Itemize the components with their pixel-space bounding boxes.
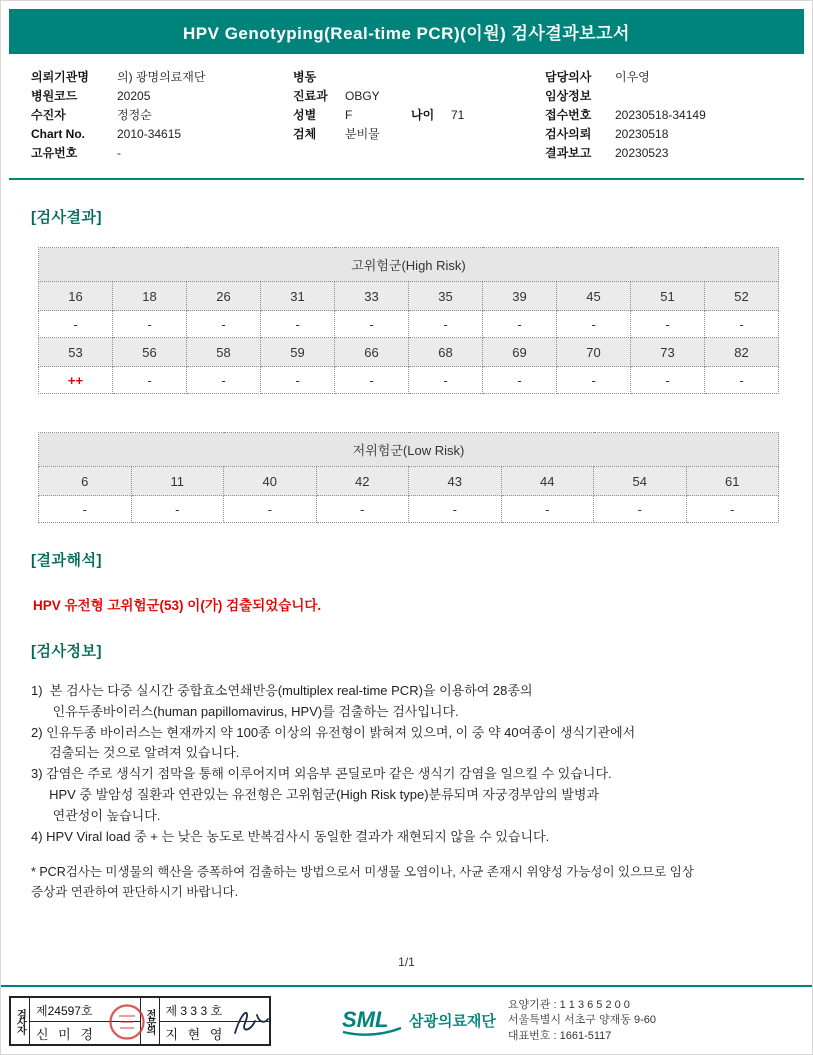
info-row xyxy=(293,105,545,124)
test-info-line: 3) 감염은 주로 생식기 점막을 통해 이루어지며 외음부 콘딜로마 같은 생식기 감염을 일으킬 수 있습니다. xyxy=(31,766,612,782)
genotype-result: - xyxy=(316,496,409,523)
organization-info-line: 서울특별시 서초구 양재동 9-60 xyxy=(507,1014,656,1027)
sml-logo-group xyxy=(341,1004,496,1038)
pcr-caution-note xyxy=(31,863,782,902)
info-row xyxy=(31,86,293,105)
test-info-line: 1) 본 검사는 다중 실시간 중합효소연쇄반응(multiplex real-time PCR)을 이용하여 28종의 xyxy=(31,683,533,698)
test-info-line: 연관성이 높습니다. xyxy=(31,807,161,823)
genotype-number: 54 xyxy=(594,467,687,496)
high-risk-table xyxy=(31,247,782,394)
info-label: 나이 xyxy=(411,108,435,122)
genotype-number: 35 xyxy=(409,282,483,311)
genotype-result: - xyxy=(261,367,335,394)
info-value: 20205 xyxy=(117,88,151,103)
genotype-number: 44 xyxy=(501,467,594,496)
genotype-number: 59 xyxy=(261,338,335,367)
genotype-number: 39 xyxy=(483,282,557,311)
genotype-number: 69 xyxy=(483,338,557,367)
info-value: 20230518-34149 xyxy=(615,107,706,122)
section-title-interpretation: [결과해석] xyxy=(31,552,102,569)
genotype-result: - xyxy=(187,311,261,338)
genotype-result: - xyxy=(113,367,187,394)
genotype-result: - xyxy=(686,496,779,523)
genotype-number: 31 xyxy=(261,282,335,311)
info-row xyxy=(545,86,782,105)
report-title-bar xyxy=(9,9,804,54)
info-value: 71 xyxy=(451,107,465,122)
info-row xyxy=(31,105,293,124)
info-row xyxy=(545,67,782,86)
info-row xyxy=(293,124,545,143)
genotype-result: - xyxy=(705,311,779,338)
genotype-result: - xyxy=(557,311,631,338)
genotype-number: 73 xyxy=(631,338,705,367)
organization-info-line: 대표번호 : 1661-5117 xyxy=(507,1029,612,1042)
page-number: 1/1 xyxy=(398,955,415,969)
patient-info-left-column xyxy=(31,67,293,162)
genotype-number: 58 xyxy=(187,338,261,367)
genotype-number: 11 xyxy=(131,467,224,496)
examiner-role-label: 검사자 xyxy=(11,998,30,1044)
info-label: 담당의사 xyxy=(545,70,592,84)
info-row xyxy=(545,143,782,162)
genotype-result: - xyxy=(705,367,779,394)
info-value: 20230523 xyxy=(615,145,669,160)
genotype-number: 82 xyxy=(705,338,779,367)
genotype-number: 53 xyxy=(39,338,113,367)
patient-info-right-column xyxy=(545,67,782,162)
report-footer xyxy=(1,985,812,1054)
genotype-number: 68 xyxy=(409,338,483,367)
genotype-number: 51 xyxy=(631,282,705,311)
genotype-number: 33 xyxy=(335,282,409,311)
low-risk-table xyxy=(31,432,782,523)
test-info-list xyxy=(31,681,782,847)
genotype-result: - xyxy=(631,367,705,394)
genotype-result: - xyxy=(483,367,557,394)
genotype-result: - xyxy=(335,311,409,338)
examiner-cell xyxy=(30,998,141,1044)
info-value: 이우영 xyxy=(615,70,650,84)
genotype-number: 61 xyxy=(686,467,779,496)
specialist-license-no: 제 3 3 3 호 xyxy=(160,998,270,1022)
genotype-number: 42 xyxy=(316,467,409,496)
certifier-stamp-box xyxy=(9,996,271,1046)
info-value: - xyxy=(117,145,121,160)
info-label: 병동 xyxy=(293,70,317,84)
risk-table xyxy=(38,432,779,523)
info-value: 분비물 xyxy=(345,127,380,141)
interpretation-result-text: HPV 유전형 고위험군(53) 이(가) 검출되었습니다. xyxy=(33,598,322,613)
genotype-number: 70 xyxy=(557,338,631,367)
info-label: 접수번호 xyxy=(545,108,592,122)
genotype-result: - xyxy=(557,367,631,394)
genotype-number: 26 xyxy=(187,282,261,311)
genotype-number: 18 xyxy=(113,282,187,311)
examiner-name: 신 미 경 xyxy=(36,1026,96,1042)
genotype-result: - xyxy=(409,367,483,394)
info-value: 정정순 xyxy=(117,108,152,122)
info-label: 의뢰기관명 xyxy=(31,70,89,84)
info-label: 검체 xyxy=(293,127,317,141)
genotype-result: - xyxy=(261,311,335,338)
patient-info-section xyxy=(1,54,812,170)
info-row xyxy=(31,124,293,143)
info-value: 20230518 xyxy=(615,126,669,141)
report-body xyxy=(1,180,812,955)
genotype-number: 52 xyxy=(705,282,779,311)
genotype-result: - xyxy=(409,311,483,338)
specialist-role-label: 전문의 xyxy=(141,998,160,1044)
genotype-result: - xyxy=(631,311,705,338)
genotype-result: - xyxy=(501,496,594,523)
genotype-result: - xyxy=(187,367,261,394)
test-info-line: 4) HPV Viral load 중 + 는 낮은 농도로 반복검사시 동일한 결과가 재현되지 않을 수 있습니다. xyxy=(31,828,550,844)
genotype-result: - xyxy=(594,496,687,523)
organization-name: 삼광의료재단 xyxy=(408,1013,496,1031)
specialist-name: 지 현 영 xyxy=(165,1026,226,1042)
info-label: 고유번호 xyxy=(31,146,78,160)
info-label: 병원코드 xyxy=(31,89,78,103)
info-label: 결과보고 xyxy=(545,146,592,160)
info-row xyxy=(545,105,782,124)
info-label: 성별 xyxy=(293,108,317,122)
risk-table xyxy=(38,247,779,394)
note-line: * PCR검사는 미생물의 핵산을 증폭하여 검출하는 방법으로서 미생물 오염이나, 사균 존재시 위양성 가능성이 있으므로 임상 xyxy=(31,865,694,880)
genotype-result: - xyxy=(409,496,502,523)
risk-table-title: 저위험군(Low Risk) xyxy=(39,433,779,467)
section-title-results: [검사결과] xyxy=(31,209,102,226)
info-row xyxy=(293,67,545,86)
examiner-license-no: 제24597호 xyxy=(30,998,140,1022)
organization-contact-info xyxy=(508,998,656,1044)
examiner-seal-stamp-icon xyxy=(108,1003,146,1041)
info-value: 의) 광명의료재단 xyxy=(117,70,206,84)
note-line: 증상과 연관하여 판단하시기 바랍니다. xyxy=(31,884,239,899)
risk-table-title: 고위험군(High Risk) xyxy=(39,248,779,282)
specialist-cell xyxy=(160,998,270,1044)
info-row xyxy=(545,124,782,143)
genotype-number: 56 xyxy=(113,338,187,367)
organization-info-line: 요양기관 : 1 1 3 6 5 2 0 0 xyxy=(507,998,630,1011)
info-row xyxy=(31,67,293,86)
specialist-signature-icon xyxy=(227,1001,269,1043)
info-row xyxy=(293,86,545,105)
genotype-number: 40 xyxy=(224,467,317,496)
genotype-number: 66 xyxy=(335,338,409,367)
info-label: 임상정보 xyxy=(545,89,592,103)
genotype-result: - xyxy=(39,311,113,338)
sml-logo-icon xyxy=(341,1004,403,1038)
info-row xyxy=(31,143,293,162)
info-value: F xyxy=(345,107,353,122)
info-label: Chart No. xyxy=(31,126,85,141)
genotype-result: - xyxy=(483,311,557,338)
info-label: 검사의뢰 xyxy=(545,127,592,141)
genotype-result: - xyxy=(131,496,224,523)
info-label: 수진자 xyxy=(31,108,66,122)
test-info-line: 2) 인유두종 바이러스는 현재까지 약 100종 이상의 유전형이 밝혀져 있으며, 이 중 약 40여종이 생식기관에서 xyxy=(31,724,636,740)
genotype-number: 6 xyxy=(39,467,132,496)
genotype-result: - xyxy=(113,311,187,338)
genotype-result: ++ xyxy=(39,367,113,394)
report-title: HPV Genotyping(Real-time PCR)(이원) 검사결과보고서 xyxy=(183,24,630,43)
genotype-number: 43 xyxy=(409,467,502,496)
genotype-result: - xyxy=(224,496,317,523)
genotype-result: - xyxy=(335,367,409,394)
genotype-number: 45 xyxy=(557,282,631,311)
info-label: 진료과 xyxy=(293,89,328,103)
test-info-line: 인유두종바이러스(human papillomavirus, HPV)를 검출하는 검사입니다. xyxy=(31,703,459,719)
test-info-line: HPV 중 발암성 질환과 연관있는 유전형은 고위험군(High Risk type)분류되며 자궁경부암의 발병과 xyxy=(31,786,600,802)
genotype-result: - xyxy=(39,496,132,523)
info-value: 2010-34615 xyxy=(117,126,182,141)
test-info-line: 검출되는 것으로 알려져 있습니다. xyxy=(31,745,240,761)
sml-logo-text: SML xyxy=(341,1006,389,1032)
patient-info-middle-column xyxy=(293,67,545,162)
organization-block xyxy=(341,998,656,1044)
genotype-number: 16 xyxy=(39,282,113,311)
section-title-test-info: [검사정보] xyxy=(31,643,102,660)
info-value: OBGY xyxy=(345,88,380,103)
